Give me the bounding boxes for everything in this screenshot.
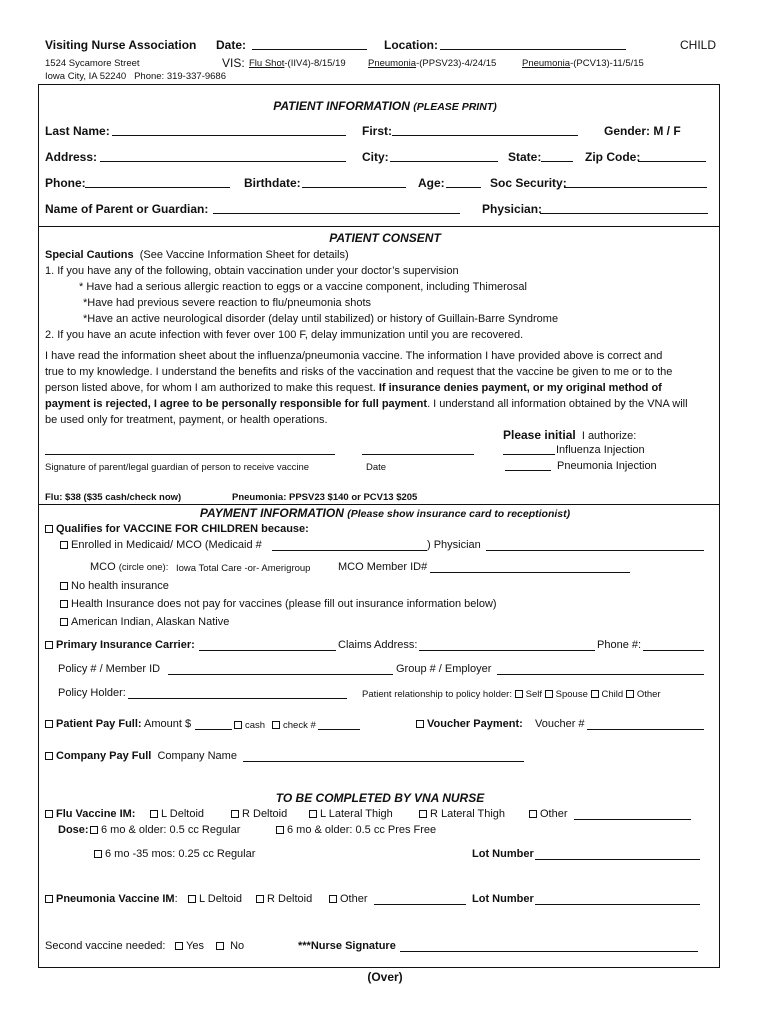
policy-holder-field[interactable] (128, 688, 347, 699)
flu-vaccine-im-option[interactable]: Flu Vaccine IM: (45, 808, 135, 820)
pneumonia-injection-label: Pneumonia Injection (557, 460, 657, 472)
checkbox-icon[interactable] (45, 720, 53, 728)
flu-price: Flu: $38 ($35 cash/check now) (45, 492, 182, 503)
policy-holder-label: Policy Holder: (58, 687, 126, 699)
gender-label[interactable]: Gender: M / F (604, 124, 681, 138)
payment-title: PAYMENT INFORMATION (Please show insurance card to receptionist) (199, 506, 571, 520)
company-pay-option[interactable]: Company Pay Full Company Name (45, 750, 237, 762)
dose-regular-option[interactable]: 6 mo & older: 0.5 cc Regular (90, 824, 240, 836)
guardian-label: Name of Parent or Guardian: (45, 202, 209, 216)
divider (38, 226, 720, 227)
rel-spouse-option[interactable]: Spouse (545, 689, 588, 700)
patient-pay-option[interactable]: Patient Pay Full: Amount $ (45, 718, 191, 730)
medicaid-option[interactable]: Enrolled in Medicaid/ MCO (Medicaid # (60, 539, 262, 551)
flu-lot-field[interactable] (535, 849, 700, 860)
checkbox-icon[interactable] (272, 721, 280, 729)
birthdate-label: Birthdate: (244, 176, 301, 190)
second-vaccine-label: Second vaccine needed: (45, 940, 166, 952)
policy-field[interactable] (168, 664, 393, 675)
medicaid-number-field[interactable] (272, 540, 427, 551)
special-cautions: Special Cautions (See Vaccine Information Sheet for details) (45, 249, 349, 261)
pneu-other-field[interactable] (374, 894, 466, 905)
pneu-r-deltoid-option[interactable]: R Deltoid (256, 893, 312, 905)
voucher-number-field[interactable] (587, 719, 704, 730)
child-label: CHILD (680, 38, 717, 52)
pneu-lot-field[interactable] (535, 894, 700, 905)
checkbox-icon[interactable] (419, 810, 427, 818)
last-name-label: Last Name: (45, 124, 110, 138)
checkbox-icon[interactable] (231, 810, 239, 818)
checkbox-icon[interactable] (216, 942, 224, 950)
dose-row: Dose: (58, 824, 89, 836)
check-option[interactable]: check # (272, 720, 316, 731)
company-name-field[interactable] (243, 751, 524, 762)
date-label: Date: (216, 38, 247, 52)
nurse-signature-label: ***Nurse Signature (298, 940, 396, 952)
checkbox-icon[interactable] (188, 895, 196, 903)
location-label: Location: (384, 38, 438, 52)
physician-label: Physician: (482, 202, 543, 216)
checkbox-icon[interactable] (60, 600, 68, 608)
over-label: (Over) (367, 970, 403, 984)
dose-pres-free-option[interactable]: 6 mo & older: 0.5 cc Pres Free (276, 824, 436, 836)
state-field[interactable] (541, 151, 573, 162)
checkbox-icon[interactable] (256, 895, 264, 903)
checkbox-icon[interactable] (529, 810, 537, 818)
flu-r-deltoid-option[interactable]: R Deltoid (231, 808, 287, 820)
mco-label: MCO (circle one): (90, 561, 169, 573)
voucher-option[interactable]: Voucher Payment: (416, 718, 523, 730)
cash-option[interactable]: cash (234, 720, 265, 731)
flu-other-option[interactable]: Other (529, 808, 568, 820)
divider (38, 504, 720, 505)
rel-child-option[interactable]: Child (591, 689, 624, 700)
caution-bullet-1: * Have had a serious allergic reaction to eggs or a vaccine component, including Thimerosal (79, 281, 527, 293)
signature-date-label: Date (366, 462, 387, 473)
vis-label: VIS: (222, 56, 245, 70)
zip-label: Zip Code: (585, 150, 641, 164)
rel-other-option[interactable]: Other (626, 689, 661, 700)
checkbox-icon[interactable] (591, 690, 599, 698)
claims-address-label: Claims Address: (338, 639, 418, 651)
date-field[interactable] (252, 39, 367, 50)
initial-header: Please initial I authorize: (503, 428, 637, 442)
vis-flu: Flu Shot-(IIV4)-8/15/19 (249, 58, 346, 69)
age-field[interactable] (446, 177, 481, 188)
medicaid-physician-field[interactable] (486, 540, 704, 551)
checkbox-icon[interactable] (60, 618, 68, 626)
insurance-phone-field[interactable] (643, 640, 704, 651)
checkbox-icon[interactable] (545, 690, 553, 698)
caution-item-1: 1. If you have any of the following, obtain vaccination under your doctor’s supervision (45, 265, 459, 277)
first-name-field[interactable] (392, 125, 578, 136)
state-label: State: (508, 150, 542, 164)
checkbox-icon[interactable] (45, 641, 53, 649)
dose-pediatric-option[interactable]: 6 mo -35 mos: 0.25 cc Regular (94, 848, 255, 860)
qualifies-vfc[interactable]: Qualifies for VACCINE FOR CHILDREN because: (45, 523, 309, 535)
checkbox-icon[interactable] (45, 525, 53, 533)
vis-pcv13: Pneumonia-(PCV13)-11/5/15 (522, 58, 644, 69)
mco-options[interactable]: Iowa Total Care -or- Amerigroup (176, 563, 311, 574)
policy-label: Policy # / Member ID (58, 663, 161, 675)
checkbox-icon[interactable] (94, 850, 102, 858)
city-field[interactable] (390, 151, 498, 162)
pneumonia-im-option[interactable]: Pneumonia Vaccine IM: (45, 893, 178, 905)
checkbox-icon[interactable] (276, 826, 284, 834)
patient-info-title: PATIENT INFORMATION (PLEASE PRINT) (273, 99, 497, 113)
consent-para-l2: true to my knowledge. I understand the benefits and risks of the vaccination and request that the vaccine be given to me or to the (45, 366, 673, 378)
consent-para-l1: I have read the information sheet about the influenza/pneumonia vaccine. The information I have provided above is correct and (45, 350, 663, 362)
birthdate-field[interactable] (302, 177, 406, 188)
no-insurance-option[interactable]: No health insurance (60, 580, 169, 592)
city-label: City: (362, 150, 389, 164)
caution-bullet-2: *Have had previous severe reaction to flu/pneumonia shots (83, 297, 372, 309)
address-label: Address: (45, 150, 98, 164)
soc-field[interactable] (564, 177, 707, 188)
checkbox-icon[interactable] (45, 752, 53, 760)
second-no-option[interactable]: No (216, 940, 244, 952)
address-field[interactable] (100, 151, 346, 162)
amount-field[interactable] (195, 719, 232, 730)
checkbox-icon[interactable] (45, 810, 53, 818)
vis-ppsv23: Pneumonia-(PPSV23)-4/24/15 (368, 58, 497, 69)
relationship-label: Patient relationship to policy holder: Self Spouse Child Other (362, 689, 661, 700)
group-field[interactable] (497, 664, 704, 675)
american-indian-option[interactable]: American Indian, Alaskan Native (60, 616, 229, 628)
location-field[interactable] (440, 39, 626, 50)
consent-para-l4: payment is rejected, I agree to be personally responsible for full payment. I understand all information obtained by the VNA will (45, 398, 688, 410)
age-label: Age: (418, 176, 445, 190)
checkbox-icon[interactable] (60, 582, 68, 590)
caution-item-2: 2. If you have an acute infection with fever over 100 F, delay immunization until you are recovered. (45, 329, 524, 341)
phone-label: Phone: (45, 176, 86, 190)
checkbox-icon[interactable] (309, 810, 317, 818)
pneumonia-initial-field[interactable] (505, 460, 551, 471)
flu-lot-label: Lot Number (472, 848, 534, 860)
pneu-other-option[interactable]: Other (329, 893, 368, 905)
checkbox-icon[interactable] (60, 541, 68, 549)
soc-label: Soc Security: (490, 176, 567, 190)
consent-title: PATIENT CONSENT (329, 231, 441, 245)
org-name: Visiting Nurse Association (45, 38, 197, 52)
pneu-l-deltoid-option[interactable]: L Deltoid (188, 893, 242, 905)
checkbox-icon[interactable] (329, 895, 337, 903)
flu-l-deltoid-option[interactable]: L Deltoid (150, 808, 204, 820)
phone-field[interactable] (85, 177, 230, 188)
physician-field[interactable] (540, 203, 708, 214)
check-number-field[interactable] (318, 719, 360, 730)
checkbox-icon[interactable] (515, 690, 523, 698)
consent-para-l5: be used only for treatment, payment, or health operations. (45, 414, 328, 426)
flu-l-thigh-option[interactable]: L Lateral Thigh (309, 808, 393, 820)
checkbox-icon[interactable] (416, 720, 424, 728)
checkbox-icon[interactable] (234, 721, 242, 729)
checkbox-icon[interactable] (150, 810, 158, 818)
second-yes-option[interactable]: Yes (175, 940, 204, 952)
influenza-injection-label: Influenza Injection (556, 444, 645, 456)
first-name-label: First: (362, 124, 392, 138)
caution-bullet-3: *Have an active neurological disorder (delay until stabilized) or history of Guillain-Barre Syndrome (83, 313, 559, 325)
signature-label: Signature of parent/legal guardian of person to receive vaccine (45, 462, 310, 473)
voucher-number-label: Voucher # (535, 718, 585, 730)
flu-other-field[interactable] (574, 809, 691, 820)
consent-para-l3: person listed above, for whom I am authorized to make this request. If insurance denies payment, or my original method of (45, 382, 662, 394)
insurance-phone-label: Phone #: (597, 639, 642, 651)
nurse-signature-field[interactable] (400, 941, 698, 952)
group-label: Group # / Employer (396, 663, 492, 675)
rel-self-option[interactable]: Self (515, 689, 542, 700)
signature-date-field[interactable] (362, 444, 474, 455)
pneumonia-price: Pneumonia: PPSV23 $140 or PCV13 $205 (232, 492, 418, 503)
medicaid-physician-label: ) Physician (427, 539, 481, 551)
insurance-not-pay-option[interactable]: Health Insurance does not pay for vaccines (please fill out insurance information below) (60, 598, 497, 610)
checkbox-icon[interactable] (90, 826, 98, 834)
signature-field[interactable] (45, 444, 335, 455)
last-name-field[interactable] (112, 125, 346, 136)
primary-carrier-label[interactable]: Primary Insurance Carrier: (45, 639, 195, 651)
mco-member-field[interactable] (430, 562, 630, 573)
checkbox-icon[interactable] (626, 690, 634, 698)
checkbox-icon[interactable] (45, 895, 53, 903)
nurse-title: TO BE COMPLETED BY VNA NURSE (275, 791, 485, 805)
flu-r-thigh-option[interactable]: R Lateral Thigh (419, 808, 505, 820)
claims-address-field[interactable] (419, 640, 595, 651)
mco-member-label: MCO Member ID# (338, 561, 428, 573)
pneu-lot-label: Lot Number (472, 893, 534, 905)
guardian-field[interactable] (213, 203, 460, 214)
org-address1: 1524 Sycamore Street (45, 58, 140, 69)
zip-field[interactable] (638, 151, 706, 162)
org-address2: Iowa City, IA 52240 Phone: 319-337-9686 (45, 71, 226, 82)
checkbox-icon[interactable] (175, 942, 183, 950)
influenza-initial-field[interactable] (503, 444, 555, 455)
primary-carrier-field[interactable] (199, 640, 336, 651)
